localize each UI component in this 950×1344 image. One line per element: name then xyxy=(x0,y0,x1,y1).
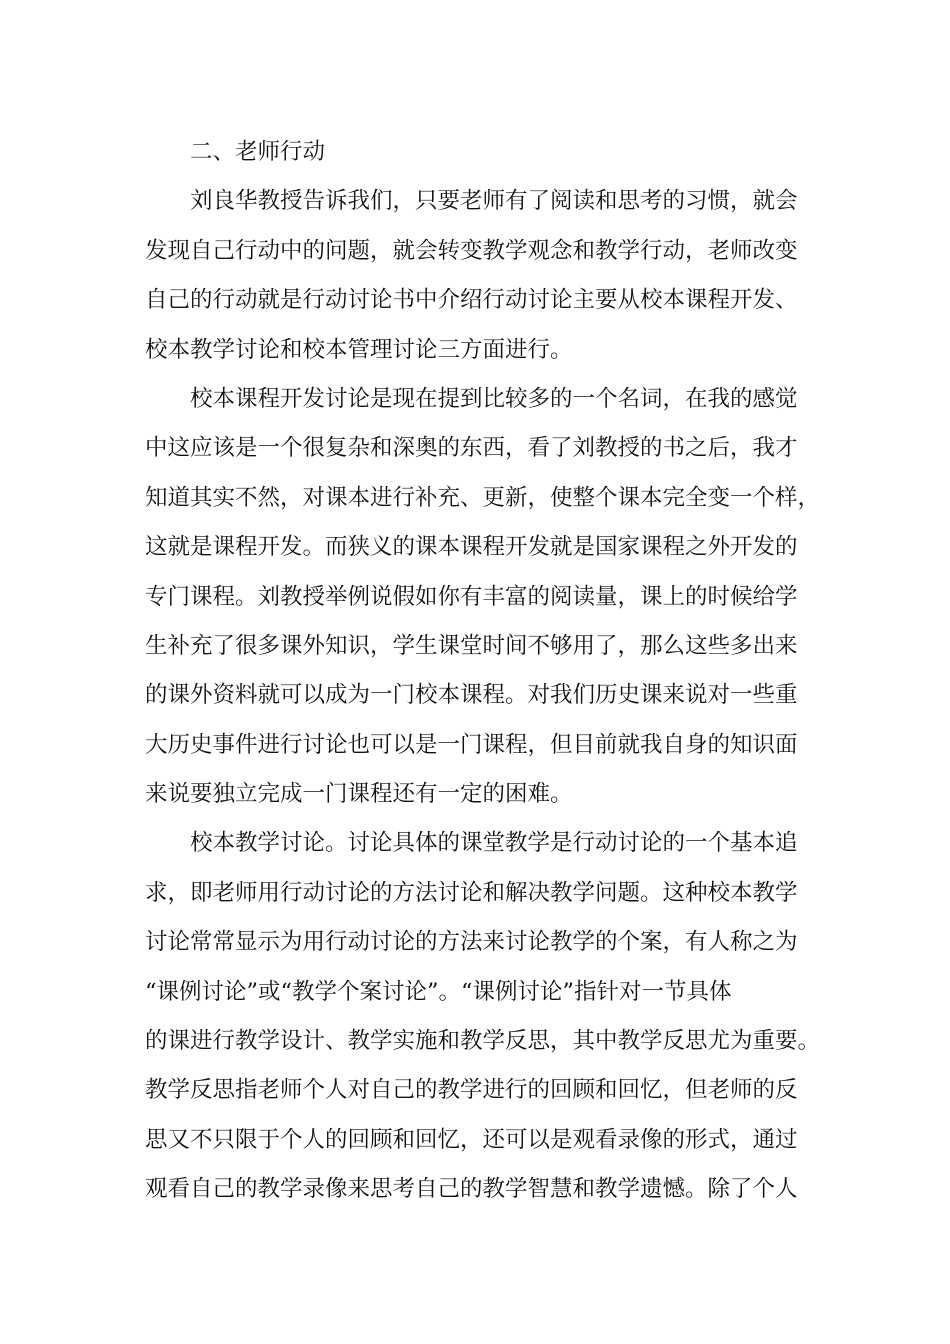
paragraph-2-line-6: 生补充了很多课外知识，学生课堂时间不够用了，那么这些多出来 xyxy=(145,632,798,659)
paragraph-2-line-2: 中这应该是一个很复杂和深奥的东西，看了刘教授的书之后，我才 xyxy=(145,435,798,462)
paragraph-3-line-6: 教学反思指老师个人对自己的教学进行的回顾和回忆，但老师的反 xyxy=(145,1077,798,1104)
paragraph-2-line-5: 专门课程。刘教授举例说假如你有丰富的阅读量，课上的时候给学 xyxy=(145,583,798,610)
paragraph-2-line-7: 的课外资料就可以成为一门校本课程。对我们历史课来说对一些重 xyxy=(145,682,798,709)
paragraph-3-line-5: 的课进行教学设计、教学实施和教学反思，其中教学反思尤为重要。 xyxy=(145,1028,821,1055)
paragraph-2-line-3: 知道其实不然，对课本进行补充、更新，使整个课本完全变一个样， xyxy=(145,484,821,511)
paragraph-1-line-1: 刘良华教授告诉我们，只要老师有了阅读和思考的习惯，就会 xyxy=(190,188,798,215)
paragraph-2-line-1: 校本课程开发讨论是现在提到比较多的一个名词，在我的感觉 xyxy=(190,385,798,412)
paragraph-1-line-4: 校本教学讨论和校本管理讨论三方面进行。 xyxy=(145,336,573,363)
paragraph-1-line-2: 发现自己行动中的问题，就会转变教学观念和教学行动，老师改变 xyxy=(145,237,798,264)
paragraph-3-line-8: 观看自己的教学录像来思考自己的教学智慧和教学遗憾。除了个人 xyxy=(145,1176,798,1203)
paragraph-3-line-3: 讨论常常显示为用行动讨论的方法来讨论教学的个案，有人称之为 xyxy=(145,929,798,956)
document-body xyxy=(145,128,825,1215)
paragraph-2-line-8: 大历史事件进行讨论也可以是一门课程，但目前就我自身的知识面 xyxy=(145,731,798,758)
paragraph-3-line-1: 校本教学讨论。讨论具体的课堂教学是行动讨论的一个基本追 xyxy=(190,830,798,857)
paragraph-3-line-7: 思又不只限于个人的回顾和回忆，还可以是观看录像的形式，通过 xyxy=(145,1126,798,1153)
paragraph-3-line-4: “课例讨论”或“教学个案讨论”。“课例讨论”指针对一节具体 xyxy=(145,978,732,1005)
paragraph-3-line-2: 求，即老师用行动讨论的方法讨论和解决教学问题。这种校本教学 xyxy=(145,879,798,906)
paragraph-2-line-4: 这就是课程开发。而狭义的课本课程开发就是国家课程之外开发的 xyxy=(145,534,798,561)
paragraph-2-line-9: 来说要独立完成一门课程还有一定的困难。 xyxy=(145,781,573,808)
section-heading: 二、老师行动 xyxy=(190,139,326,165)
paragraph-1-line-3: 自己的行动就是行动讨论书中介绍行动讨论主要从校本课程开发、 xyxy=(145,287,798,314)
